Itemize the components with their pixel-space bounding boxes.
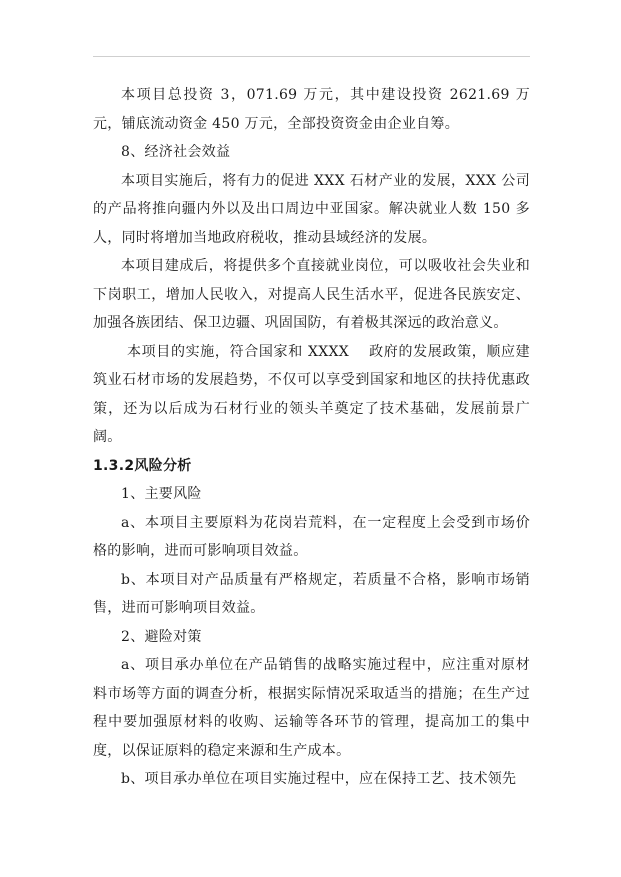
benefits-subheading: 8、经济社会效益 — [121, 144, 231, 160]
benefits-paragraph-3: 本项目的实施，符合国家和 XXXX 政府的发展政策，顺应建筑业石材市场的发展趋势，不仅可以享受到国家和地区的扶持优惠政策，还为以后成为石材行业的领头羊奠定了技术基础，发展前景广阔。 — [93, 343, 530, 445]
document-body — [93, 81, 530, 794]
countermeasure-item-a: a、项目承办单位在产品销售的战略实施过程中，应注重对原材料市场等方面的调查分析，根据实际情况采取适当的措施；在生产过程中要加强原材料的收购、运输等各环节的管理，提高加工的集中度，以保证原料的稳定来源和生产成本。 — [93, 657, 530, 759]
risk-item-b: b、本项目对产品质量有严格规定，若质量不合格，影响市场销售，进而可影响项目效益。 — [93, 571, 530, 616]
main-risks-subheading: 1、主要风险 — [121, 486, 202, 502]
benefits-paragraph-1: 本项目实施后，将有力的促进 XXX 石材产业的发展，XXX 公司的产品将推向疆内外以及出口周边中亚国家。解决就业人数 150 多人，同时将增加当地政府税收，推动县域经济的发展。 — [93, 172, 530, 246]
countermeasure-item-b: b、项目承办单位在项目实施过程中，应在保持工艺、技术领先 — [121, 771, 517, 787]
header-rule — [93, 56, 530, 57]
countermeasures-subheading: 2、避险对策 — [121, 628, 202, 645]
risk-analysis-heading: 1.3.2风险分析 — [93, 457, 192, 474]
investment-paragraph: 本项目总投资 3，071.69 万元，其中建设投资 2621.69 万元，铺底流动资金 450 万元，全部投资资金由企业自筹。 — [93, 87, 530, 132]
risk-item-a: a、本项目主要原料为花岗岩荒料，在一定程度上会受到市场价格的影响，进而可影响项目效益。 — [93, 514, 530, 559]
benefits-paragraph-2: 本项目建成后，将提供多个直接就业岗位，可以吸收社会失业和下岗职工，增加人民收入，对提高人民生活水平，促进各民族安定、加强各族团结、保卫边疆、巩固国防，有着极其深远的政治意义。 — [93, 258, 530, 331]
